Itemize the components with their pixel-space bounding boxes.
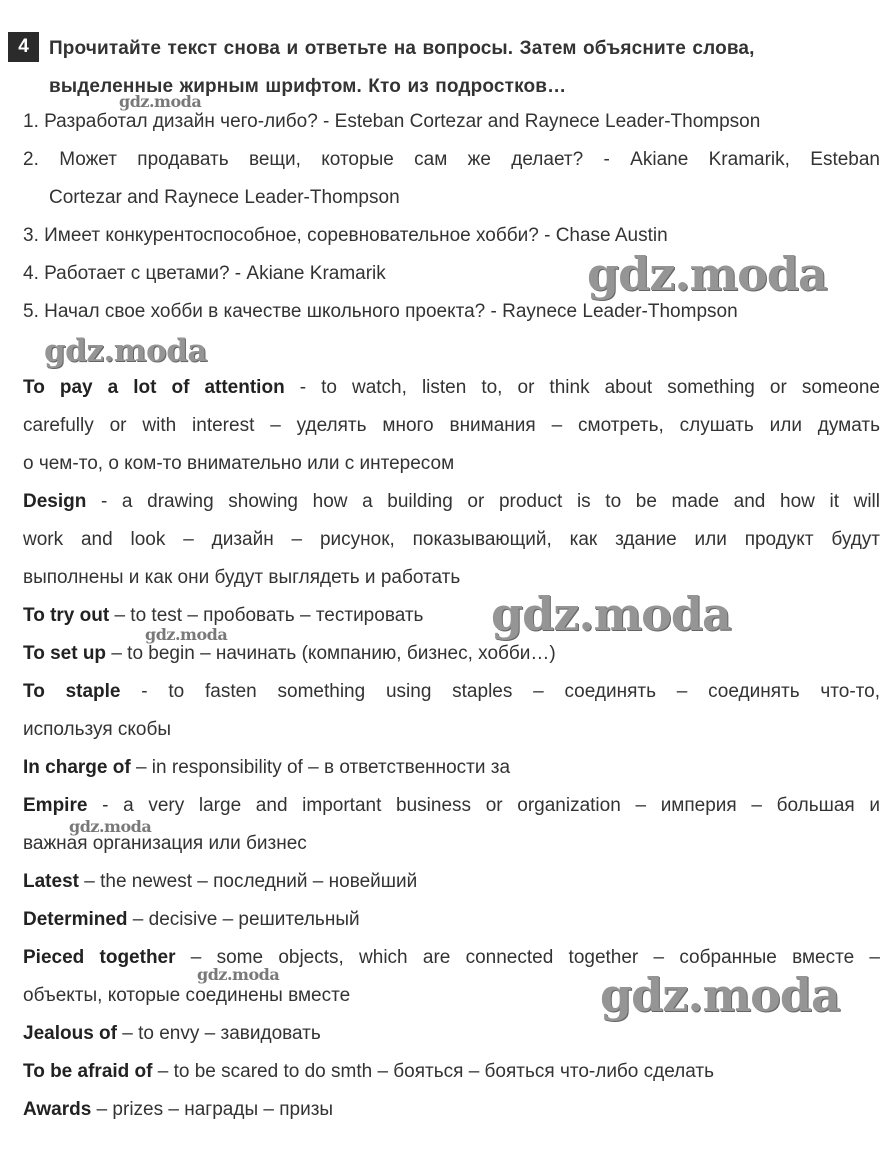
watermark: gdz.moda [44, 333, 207, 369]
answer-3: 3. Имеет конкурентоспособное, соревновательное хобби? - Chase Austin [23, 225, 668, 246]
vocab-definition: - a drawing showing how a building or product is to be made and how it will [86, 491, 880, 512]
watermark: gdz.moda [197, 965, 280, 984]
vocab-definition: – to test – пробовать – тестировать [109, 605, 424, 626]
vocab-entry-10-line-2: объекты, которые соединены вместе [23, 985, 351, 1006]
watermark: gdz.moda [119, 92, 202, 111]
vocab-entry-8 [23, 863, 880, 901]
vocab-entry-2 [23, 483, 880, 521]
watermark: gdz.moda [587, 247, 827, 301]
answer-2: 2. Может продавать вещи, которые сам же делает? - Akiane Kramarik, Esteban [23, 149, 880, 170]
vocab-definition: – prizes – награды – призы [91, 1099, 334, 1120]
watermark: gdz.moda [69, 817, 152, 836]
vocab-term: Empire [23, 795, 88, 816]
vocab-term: To pay a lot of attention [23, 377, 285, 398]
vocab-definition: – some objects, which are connected together – собранные вместе – [175, 947, 880, 968]
answer-2-continued: Cortezar and Raynece Leader-Thompson [49, 187, 400, 208]
vocab-entry-6 [23, 749, 880, 787]
task-number-badge: 4 [8, 32, 39, 62]
watermark: gdz.moda [600, 968, 840, 1022]
vocab-entry-9 [23, 901, 880, 939]
vocab-entry-7-line-2: важная организация или бизнес [23, 833, 307, 854]
vocab-entry-1-line-2: carefully or with interest – уделять много внимания – смотреть, слушать или думать [23, 415, 880, 436]
vocab-term: Latest [23, 871, 79, 892]
watermark: gdz.moda [491, 587, 731, 641]
vocab-term: Pieced together [23, 947, 176, 968]
vocab-definition: - a very large and important business or organization – империя – большая и [87, 795, 880, 816]
vocab-term: To set up [23, 643, 107, 664]
vocab-term: Design [23, 491, 87, 512]
vocab-definition: – to envy – завидовать [116, 1023, 321, 1044]
vocab-entry-5 [23, 673, 880, 711]
vocab-definition: – in responsibility of – в ответственности за [130, 757, 511, 778]
vocab-definition: – to be scared to do smth – бояться – бояться что-либо сделать [152, 1061, 715, 1082]
vocab-term: Jealous of [23, 1023, 117, 1044]
answer-5: 5. Начал свое хобби в качестве школьного проекта? - Raynece Leader-Thompson [23, 301, 738, 322]
vocab-entry-2-line-3: выполнены и как они будут выглядеть и работать [23, 567, 461, 588]
vocab-entry-13 [23, 1091, 880, 1129]
watermark: gdz.moda [145, 625, 228, 644]
vocab-definition: – to begin – начинать (компанию, бизнес, хобби…) [106, 643, 556, 664]
vocab-term: In charge of [23, 757, 131, 778]
vocab-term: To staple [23, 681, 121, 702]
vocab-entry-2-line-2: work and look – дизайн – рисунок, показывающий, как здание или продукт будут [23, 529, 880, 550]
vocab-definition: – the newest – последний – новейший [78, 871, 418, 892]
vocab-term: To be afraid of [23, 1061, 153, 1082]
vocab-definition: - to watch, listen to, or think about something or someone [284, 377, 881, 398]
vocab-entry-5-line-2: используя скобы [23, 719, 172, 740]
vocab-entry-1 [23, 369, 880, 407]
answer-1: 1. Разработал дизайн чего-либо? - Esteban Cortezar and Raynece Leader-Thompson [23, 111, 761, 132]
task-title-line-2: выделенные жирным шрифтом. Кто из подростков… [49, 76, 567, 97]
vocab-term: Awards [23, 1099, 92, 1120]
vocab-entry-1-line-3: о чем-то, о ком-то внимательно или с интересом [23, 453, 455, 474]
task-title-line-1: Прочитайте текст снова и ответьте на вопросы. Затем объясните слова, [49, 38, 755, 59]
answer-4: 4. Работает с цветами? - Akiane Kramarik [23, 263, 386, 284]
vocab-definition: – decisive – решительный [127, 909, 360, 930]
vocab-entry-12 [23, 1053, 880, 1091]
vocab-entry-7 [23, 787, 880, 825]
vocab-term: Determined [23, 909, 128, 930]
vocab-definition: - to fasten something using staples – соединять – соединять что-то, [120, 681, 880, 702]
vocab-term: To try out [23, 605, 110, 626]
